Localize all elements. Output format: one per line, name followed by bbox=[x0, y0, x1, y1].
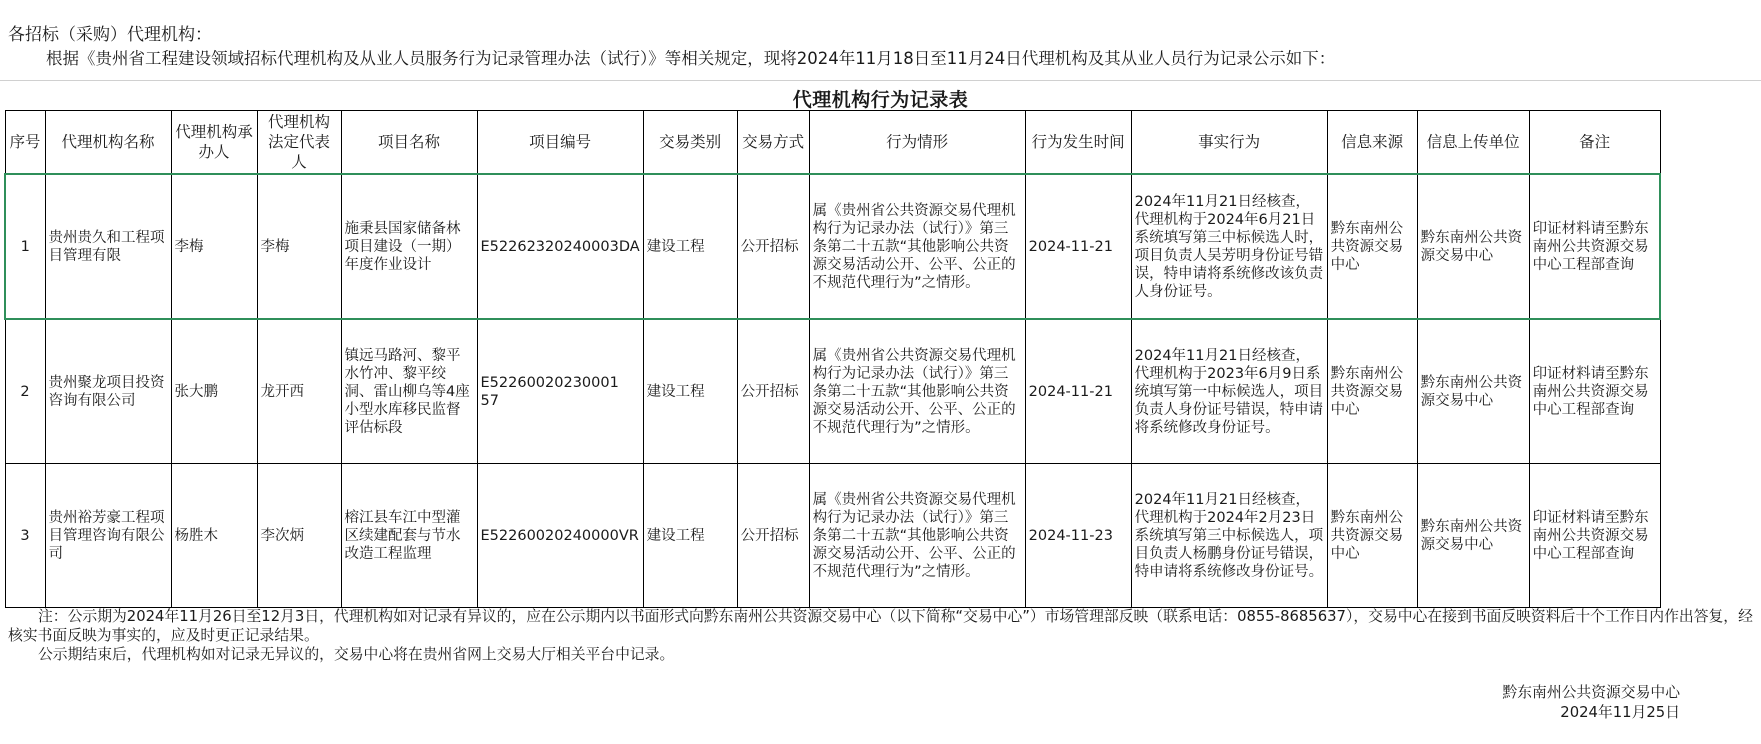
cell-project-no[interactable]: E52262320240003DA bbox=[477, 174, 643, 319]
table-row[interactable] bbox=[5, 464, 1660, 608]
cell-remark[interactable]: 印证材料请至黔东南州公共资源交易中心工程部查询 bbox=[1529, 464, 1660, 608]
cell-date[interactable]: 2024-11-21 bbox=[1025, 319, 1131, 464]
cell-legal-rep[interactable]: 龙开西 bbox=[257, 319, 341, 464]
table-title: 代理机构行为记录表 bbox=[792, 89, 969, 111]
header-project: 项目名称 bbox=[341, 111, 477, 175]
cell-handler[interactable]: 杨胜木 bbox=[171, 464, 257, 608]
table-header-row bbox=[5, 111, 1660, 175]
cell-uploader[interactable]: 黔东南州公共资源交易中心 bbox=[1417, 464, 1529, 608]
cell-seq[interactable]: 2 bbox=[5, 319, 45, 464]
signature-date: 2024年11月25日 bbox=[1560, 704, 1680, 721]
header-handler: 代理机构承办人 bbox=[171, 111, 257, 175]
cell-agency[interactable]: 贵州聚龙项目投资咨询有限公司 bbox=[45, 319, 171, 464]
cell-remark[interactable]: 印证材料请至黔东南州公共资源交易中心工程部查询 bbox=[1529, 174, 1660, 319]
header-trade-type: 交易类别 bbox=[643, 111, 737, 175]
cell-project[interactable]: 施秉县国家储备林项目建设（一期）年度作业设计 bbox=[341, 174, 477, 319]
cell-agency[interactable]: 贵州裕芳豪工程项目管理咨询有限公司 bbox=[45, 464, 171, 608]
signature-org: 黔东南州公共资源交易中心 bbox=[1502, 684, 1680, 701]
cell-date[interactable]: 2024-11-23 bbox=[1025, 464, 1131, 608]
cell-project[interactable]: 镇远马路河、黎平水竹冲、黎平绞洞、雷山柳乌等4座小型水库移民监督评估标段 bbox=[341, 319, 477, 464]
cell-handler[interactable]: 张大鹏 bbox=[171, 319, 257, 464]
note-after-period: 公示期结束后，代理机构如对记录无异议的，交易中心将在贵州省网上交易大厅相关平台中记录。 bbox=[38, 646, 675, 663]
cell-legal-rep[interactable]: 李次炳 bbox=[257, 464, 341, 608]
salutation: 各招标（采购）代理机构： bbox=[8, 25, 212, 45]
cell-behavior[interactable]: 属《贵州省公共资源交易代理机构行为记录办法（试行）》第三条第二十五款“其他影响公共资源交易活动公开、公平、公正的不规范代理行为”之情形。 bbox=[809, 319, 1025, 464]
header-source: 信息来源 bbox=[1327, 111, 1417, 175]
cell-source[interactable]: 黔东南州公共资源交易中心 bbox=[1327, 319, 1417, 464]
header-legal-rep: 代理机构法定代表人 bbox=[257, 111, 341, 175]
notes bbox=[8, 607, 1753, 664]
cell-project-no[interactable]: E52260020240000VR bbox=[477, 464, 643, 608]
cell-trade-type[interactable]: 建设工程 bbox=[643, 174, 737, 319]
cell-trade-method[interactable]: 公开招标 bbox=[737, 174, 809, 319]
cell-project-no[interactable]: E52260020230001 57 bbox=[477, 319, 643, 464]
divider bbox=[0, 80, 1761, 81]
cell-behavior[interactable]: 属《贵州省公共资源交易代理机构行为记录办法（试行）》第三条第二十五款“其他影响公共资源交易活动公开、公平、公正的不规范代理行为”之情形。 bbox=[809, 464, 1025, 608]
cell-behavior[interactable]: 属《贵州省公共资源交易代理机构行为记录办法（试行）》第三条第二十五款“其他影响公共资源交易活动公开、公平、公正的不规范代理行为”之情形。 bbox=[809, 174, 1025, 319]
cell-source[interactable]: 黔东南州公共资源交易中心 bbox=[1327, 464, 1417, 608]
header-fact: 事实行为 bbox=[1131, 111, 1327, 175]
header-date: 行为发生时间 bbox=[1025, 111, 1131, 175]
cell-agency[interactable]: 贵州贵久和工程项目管理有限 bbox=[45, 174, 171, 319]
cell-trade-type[interactable]: 建设工程 bbox=[643, 319, 737, 464]
cell-seq[interactable]: 3 bbox=[5, 464, 45, 608]
signature bbox=[1502, 683, 1680, 723]
cell-remark[interactable]: 印证材料请至黔东南州公共资源交易中心工程部查询 bbox=[1529, 319, 1660, 464]
cell-seq[interactable]: 1 bbox=[5, 174, 45, 319]
note-objection-period: 注：公示期为2024年11月26日至12月3日，代理机构如对记录有异议的，应在公示期内以书面形式向黔东南州公共资源交易中心（以下简称“交易中心”）市场管理部反映（联系电话：0855-8685637），交易中心在接到书面反映资料后十个工作日内作出答复，经核实书面反映为事实的，应及时更正记录结果。 bbox=[8, 608, 1753, 644]
cell-uploader[interactable]: 黔东南州公共资源交易中心 bbox=[1417, 319, 1529, 464]
header-agency: 代理机构名称 bbox=[45, 111, 171, 175]
header-remark: 备注 bbox=[1529, 111, 1660, 175]
table-row[interactable] bbox=[5, 174, 1660, 319]
cell-trade-method[interactable]: 公开招标 bbox=[737, 464, 809, 608]
cell-legal-rep[interactable]: 李梅 bbox=[257, 174, 341, 319]
cell-trade-method[interactable]: 公开招标 bbox=[737, 319, 809, 464]
cell-fact[interactable]: 2024年11月21日经核查，代理机构于2023年6月9日系统填写第一中标候选人，项目负责人身份证号错误，特申请将系统修改身份证号。 bbox=[1131, 319, 1327, 464]
cell-handler[interactable]: 李梅 bbox=[171, 174, 257, 319]
cell-project[interactable]: 榕江县车江中型灌区续建配套与节水改造工程监理 bbox=[341, 464, 477, 608]
cell-source[interactable]: 黔东南州公共资源交易中心 bbox=[1327, 174, 1417, 319]
cell-uploader[interactable]: 黔东南州公共资源交易中心 bbox=[1417, 174, 1529, 319]
header-behavior: 行为情形 bbox=[809, 111, 1025, 175]
cell-date[interactable]: 2024-11-21 bbox=[1025, 174, 1131, 319]
cell-trade-type[interactable]: 建设工程 bbox=[643, 464, 737, 608]
cell-fact[interactable]: 2024年11月21日经核查，代理机构于2024年2月23日系统填写第三中标候选人，项目负责人杨鹏身份证号错误，特申请将系统修改身份证号。 bbox=[1131, 464, 1327, 608]
intro-paragraph: 根据《贵州省工程建设领域招标代理机构及从业人员服务行为记录管理办法（试行）》等相关规定，现将2024年11月18日至11月24日代理机构及其从业人员行为记录公示如下： bbox=[46, 49, 1336, 68]
cell-fact[interactable]: 2024年11月21日经核查，代理机构于2024年6月21日系统填写第三中标候选人时，项目负责人吴芳明身份证号错误，特申请将系统修改该负责人身份证号。 bbox=[1131, 174, 1327, 319]
records-table bbox=[4, 110, 1661, 608]
header-seq: 序号 bbox=[5, 111, 45, 175]
header-project-no: 项目编号 bbox=[477, 111, 643, 175]
table-row[interactable] bbox=[5, 319, 1660, 464]
header-uploader: 信息上传单位 bbox=[1417, 111, 1529, 175]
header-trade-method: 交易方式 bbox=[737, 111, 809, 175]
